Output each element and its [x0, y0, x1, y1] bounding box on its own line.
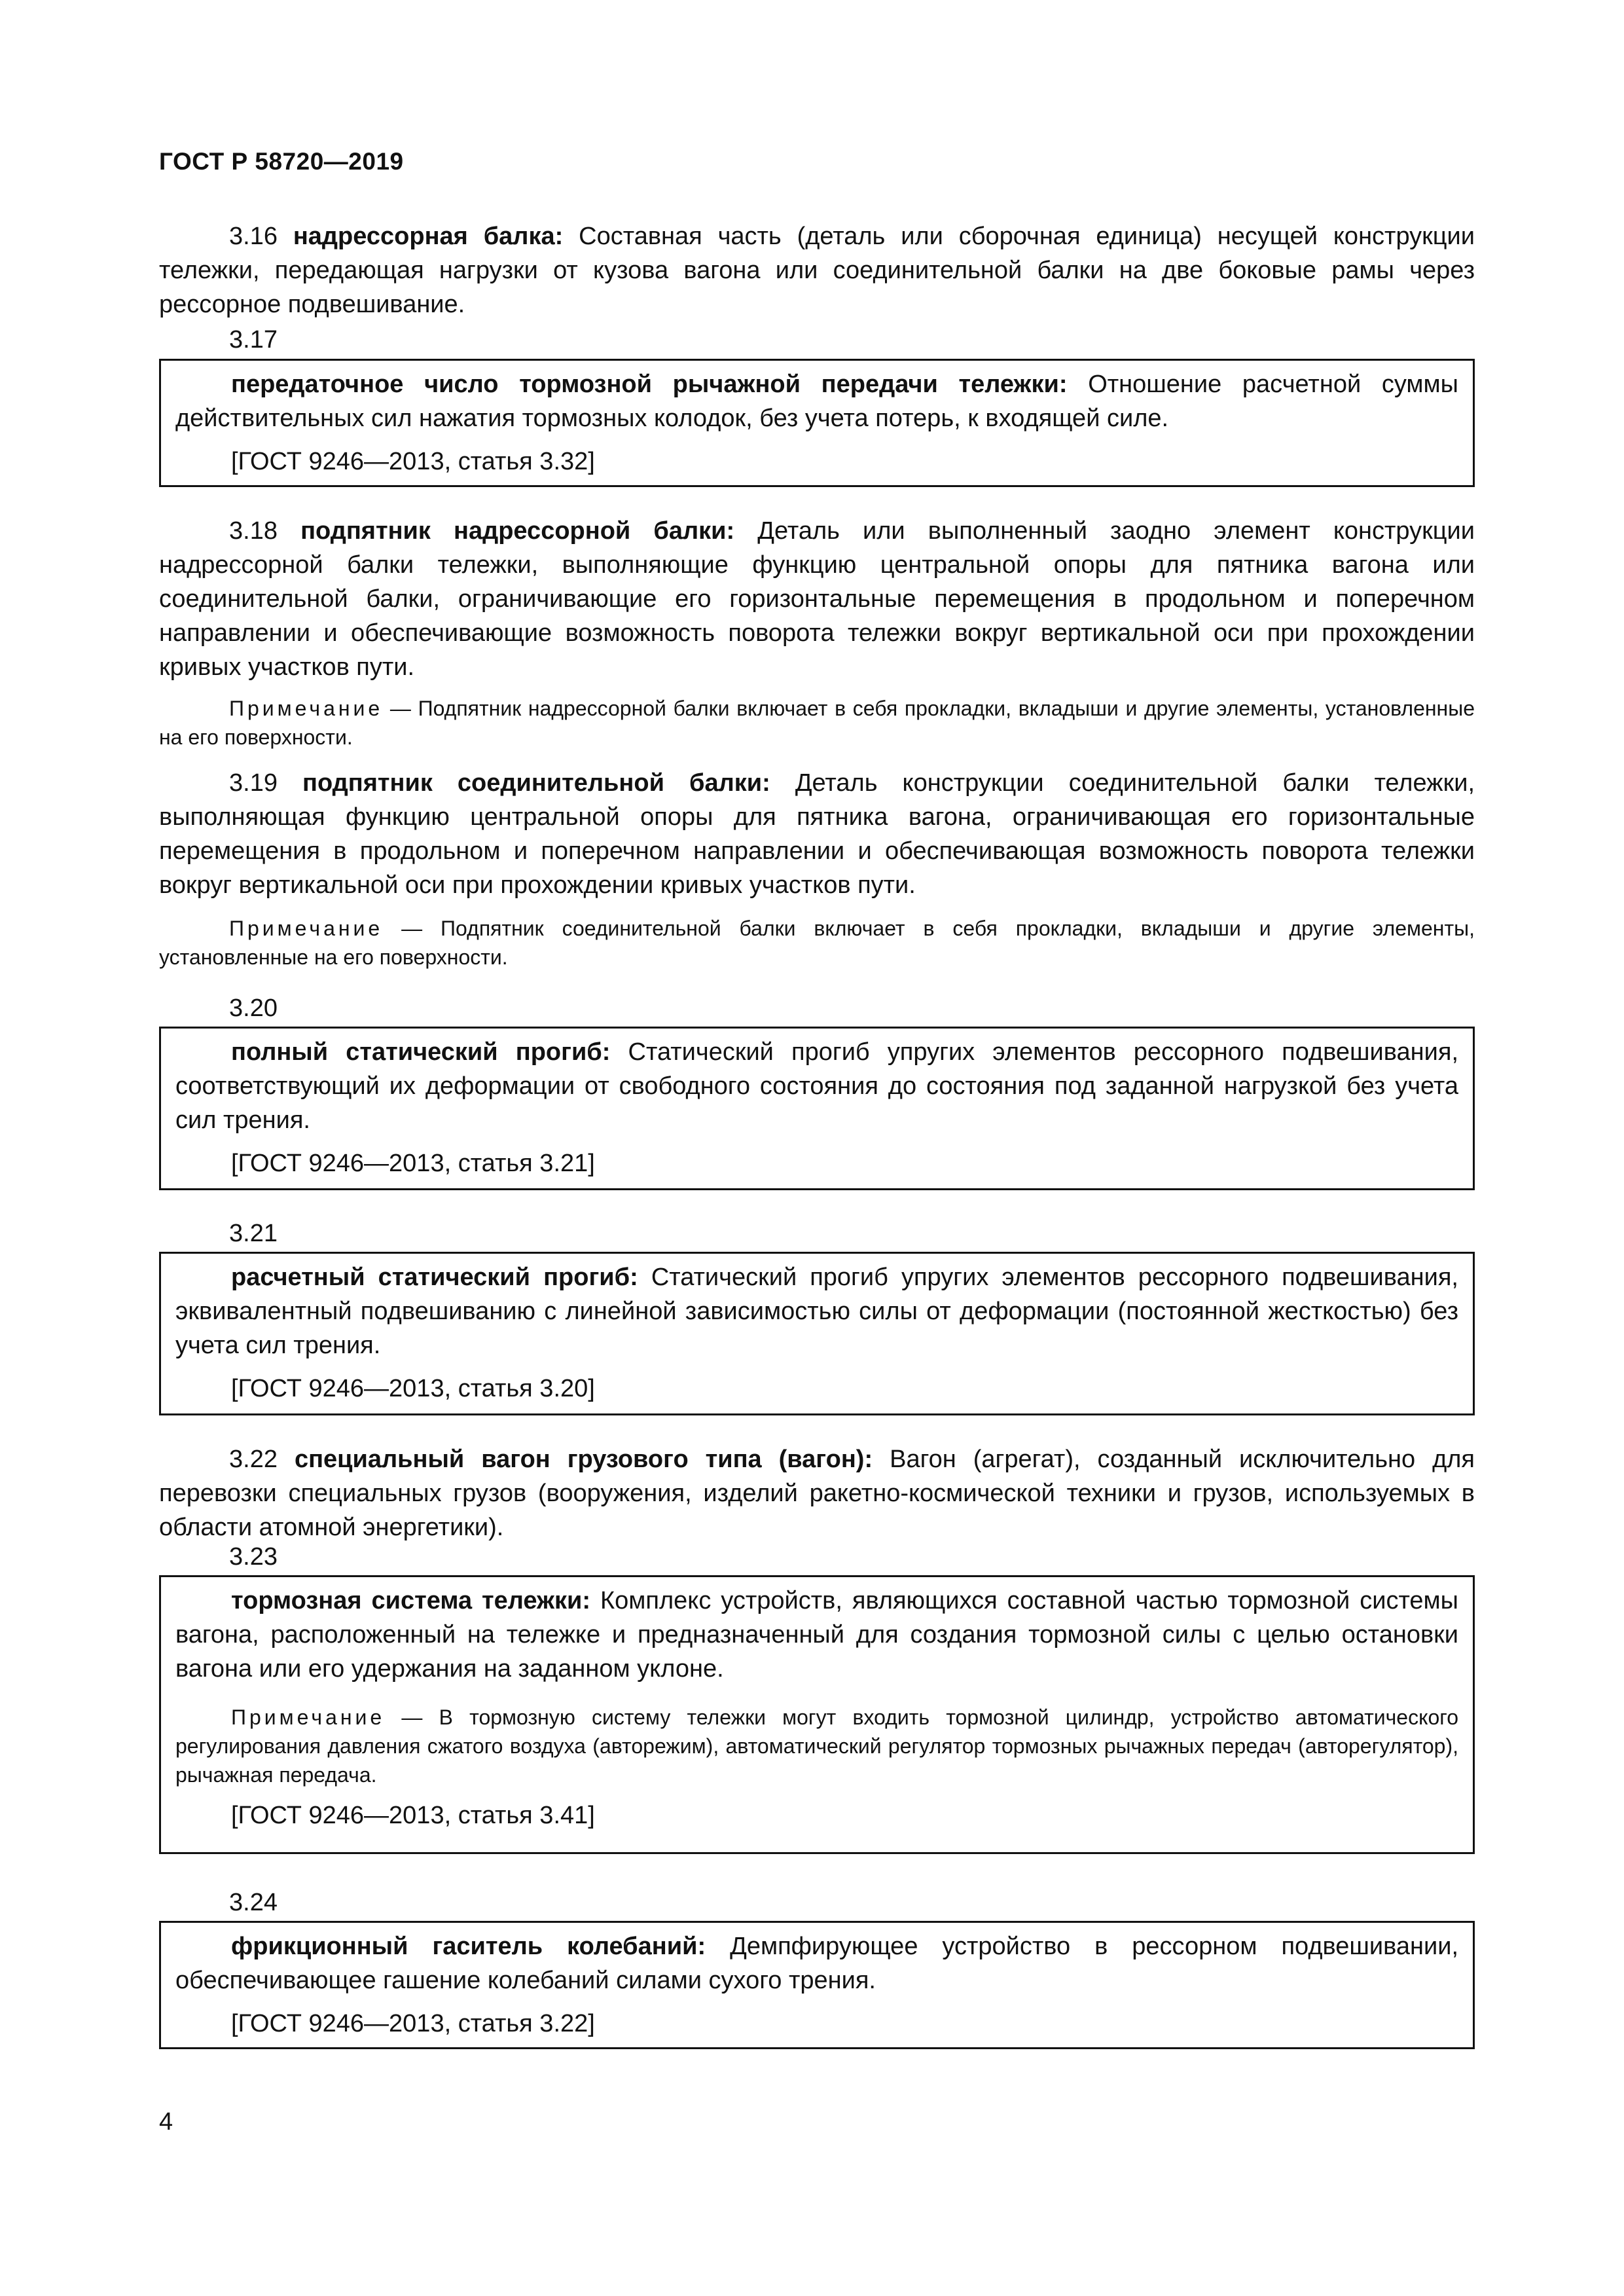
term-3-23-number: 3.23 — [229, 1543, 278, 1571]
term-3-18 — [159, 514, 1475, 684]
term-3-23-box — [159, 1575, 1475, 1854]
term-title: специальный вагон грузового типа (вагон): — [294, 1446, 873, 1473]
term-title: полный статический прогиб: — [231, 1038, 611, 1066]
term-3-16 — [159, 219, 1475, 321]
term-number: 3.22 — [229, 1446, 278, 1473]
term-3-23-source: [ГОСТ 9246—2013, статья 3.41] — [231, 1802, 595, 1829]
term-3-17-source: [ГОСТ 9246—2013, статья 3.32] — [231, 448, 595, 475]
term-definition: Деталь конструкции соединительной балки тележки, выполняющая функцию центральной опоры для пятника вагона, ограничивающая его горизонтальные перемещения в продольном и поперечном направлении и обеспечивающая возможность поворота тележки вокруг вертикальной оси при прохождении кривых участков пути. — [159, 769, 1475, 899]
term-definition: Демпфирующее устройство в рессорном подвешивании, обеспечивающее гашение колебаний силами сухого трения. — [175, 1933, 1459, 1994]
term-3-21-text — [175, 1260, 1458, 1362]
note-label: Примечание — [229, 697, 384, 720]
term-3-17-number: 3.17 — [229, 326, 278, 354]
term-3-22 — [159, 1442, 1475, 1544]
term-title: фрикционный гаситель колебаний: — [231, 1933, 706, 1960]
term-3-23-note — [175, 1703, 1458, 1789]
term-3-23-text — [175, 1584, 1458, 1686]
term-3-20-box — [159, 1027, 1475, 1190]
term-title: передаточное число тормозной рычажной передачи тележки: — [231, 371, 1068, 398]
term-3-21-box — [159, 1252, 1475, 1415]
term-title: подпятник надрессорной балки: — [300, 517, 735, 545]
term-3-24-number: 3.24 — [229, 1889, 278, 1916]
term-title: расчетный статический прогиб: — [231, 1264, 638, 1291]
term-3-17-text — [175, 367, 1458, 435]
term-definition: Статический прогиб упругих элементов рессорного подвешивания, эквивалентный подвешиванию с линейной зависимостью силы от деформации (постоянной жесткостью) без учета сил трения. — [175, 1264, 1458, 1359]
term-3-24-box — [159, 1921, 1475, 2049]
term-3-21-source: [ГОСТ 9246—2013, статья 3.20] — [231, 1375, 595, 1402]
term-3-20-text — [175, 1035, 1458, 1137]
term-definition: Деталь или выполненный заодно элемент конструкции надрессорной балки тележки, выполняющие функцию центральной опоры для пятника вагона или соединительной балки, ограничивающие его горизонтальные перемещения в продольном и поперечном направлении и обеспечивающие возможность поворота тележки вокруг вертикальной оси при прохождении кривых участков пути. — [159, 517, 1475, 681]
note-label: Примечание — [229, 917, 384, 940]
note-text: — Подпятник соединительной балки включает в себя прокладки, вкладыши и другие элементы, установленные на его поверхности. — [159, 917, 1475, 969]
term-title: подпятник соединительной балки: — [302, 769, 770, 797]
term-3-24-source: [ГОСТ 9246—2013, статья 3.22] — [231, 2010, 595, 2037]
term-3-20-source: [ГОСТ 9246—2013, статья 3.21] — [231, 1150, 595, 1177]
note-text: — В тормозную систему тележки могут входить тормозной цилиндр, устройство автоматического регулирования давления сжатого воздуха (авторежим), автоматический регулятор тормозных рычажных передач (авторегулятор), рычажная передача. — [175, 1705, 1459, 1787]
note-text: — Подпятник надрессорной балки включает в себя прокладки, вкладыши и другие элементы, установленные на его поверхности. — [159, 697, 1475, 749]
term-definition: Комплекс устройств, являющихся составной частью тормозной системы вагона, расположенный на тележке и предназначенный для создания тормозной силы с целью остановки вагона или его удержания на заданном уклоне. — [175, 1587, 1458, 1683]
term-title: тормозная система тележки: — [231, 1587, 591, 1614]
term-3-20-number: 3.20 — [229, 994, 278, 1022]
term-definition: Вагон (агрегат), созданный исключительно для перевозки специальных грузов (вооружения, изделий ракетно-космической техники и грузов, используемых в области атомной энергетики). — [159, 1446, 1475, 1541]
term-3-17-box — [159, 359, 1475, 487]
term-title: надрессорная балка: — [293, 223, 564, 250]
term-3-21-number: 3.21 — [229, 1220, 278, 1247]
term-3-19-note — [159, 914, 1475, 972]
term-number: 3.19 — [229, 769, 278, 797]
note-label: Примечание — [231, 1705, 386, 1729]
term-definition: Отношение расчетной суммы действительных сил нажатия тормозных колодок, без учета потерь, к входящей силе. — [175, 371, 1458, 432]
term-number: 3.18 — [229, 517, 278, 545]
term-number: 3.16 — [229, 223, 278, 250]
term-definition: Статический прогиб упругих элементов рессорного подвешивания, соответствующий их деформации от свободного состояния до состояния под заданной нагрузкой без учета сил трения. — [175, 1038, 1459, 1134]
term-3-24-text — [175, 1929, 1458, 1997]
standard-header: ГОСТ Р 58720—2019 — [159, 148, 404, 175]
term-3-18-note — [159, 694, 1475, 752]
term-3-19 — [159, 766, 1475, 902]
term-definition: Составная часть (деталь или сборочная единица) несущей конструкции тележки, передающая нагрузки от кузова вагона или соединительной балки на две боковые рамы через рессорное подвешивание. — [159, 223, 1475, 318]
page-number: 4 — [159, 2108, 173, 2136]
